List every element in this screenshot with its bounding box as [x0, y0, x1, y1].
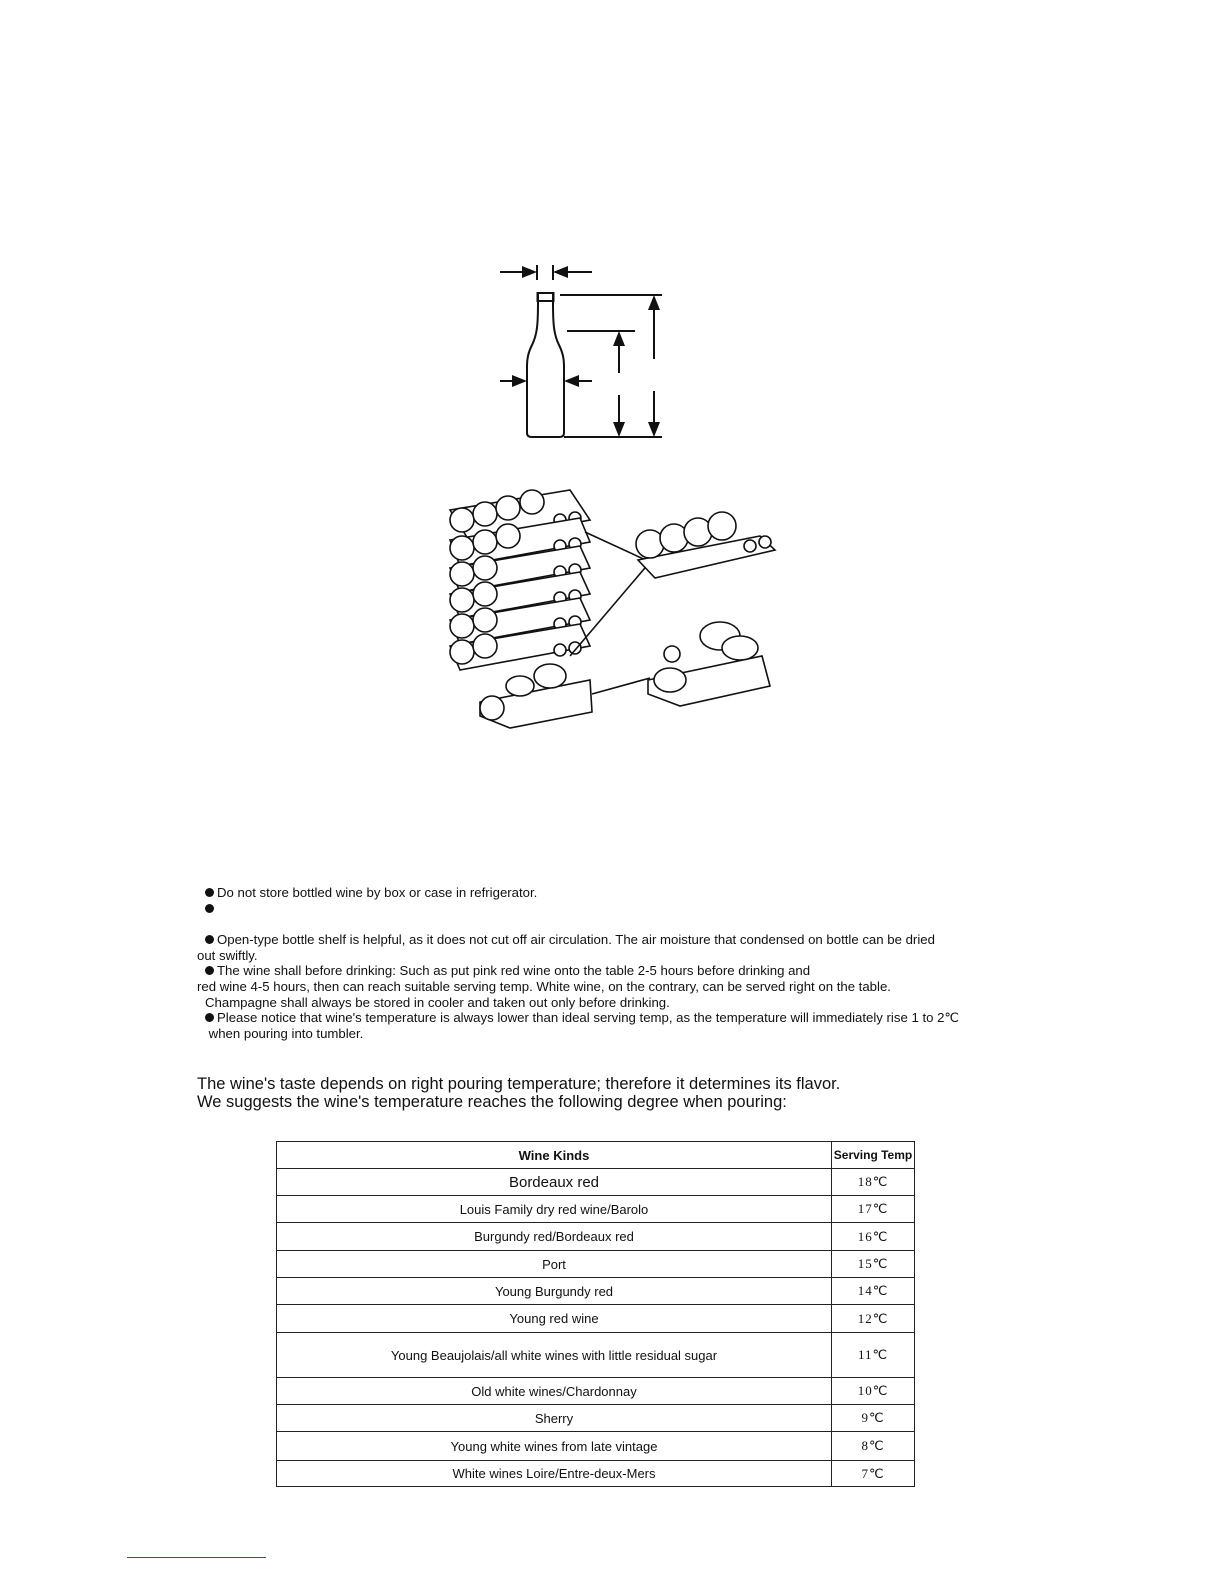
- tip-2: [205, 901, 1045, 917]
- table-row: [277, 1432, 915, 1461]
- column-header-wine-kinds: Wine Kinds: [277, 1142, 832, 1169]
- footer-underline: [127, 1557, 266, 1558]
- serving-temp-cell: 7℃: [832, 1461, 915, 1487]
- tip-1: Do not store bottled wine by box or case in refrigerator.: [205, 885, 1045, 901]
- table-row: [277, 1278, 915, 1305]
- wine-rack-illustration: [440, 480, 800, 740]
- serving-temp-cell: 10℃: [832, 1378, 915, 1405]
- tip-4-continued-2: Champagne shall always be stored in cooler and taken out only before drinking.: [205, 994, 670, 1010]
- wine-kind-cell: Sherry: [277, 1405, 832, 1432]
- table-row: [277, 1169, 915, 1196]
- wine-kind-cell: Young white wines from late vintage: [277, 1432, 832, 1461]
- table-row: [277, 1196, 915, 1223]
- bottle-dimension-diagram: [480, 255, 680, 445]
- wine-kind-cell: Young red wine: [277, 1305, 832, 1333]
- table-row: [277, 1378, 915, 1405]
- serving-temp-cell: 16℃: [832, 1223, 915, 1251]
- wine-kind-cell: Young Burgundy red: [277, 1278, 832, 1305]
- bullet-icon: [205, 966, 214, 975]
- table-row: [277, 1333, 915, 1378]
- serving-temp-cell: 15℃: [832, 1251, 915, 1278]
- storage-tips: [197, 885, 1045, 1041]
- tip-3: Open-type bottle shelf is helpful, as it does not cut off air circulation. The air moisture that condensed on bottle can be dried: [205, 932, 1045, 948]
- detached-basket: [648, 622, 770, 706]
- wine-kind-cell: Old white wines/Chardonnay: [277, 1378, 832, 1405]
- serving-temp-cell: 14℃: [832, 1278, 915, 1305]
- table-header-row: [277, 1142, 915, 1169]
- detached-shelf: [636, 512, 775, 578]
- intro-line-1: The wine's taste depends on right pouring temperature; therefore it determines its flavor.: [197, 1075, 841, 1093]
- wine-kind-cell: Young Beaujolais/all white wines with little residual sugar: [277, 1333, 832, 1378]
- intro-line-2: We suggests the wine's temperature reaches the following degree when pouring:: [197, 1093, 787, 1111]
- bullet-icon: [205, 888, 214, 897]
- bullet-icon: [205, 1013, 214, 1022]
- serving-temp-cell: 18℃: [832, 1169, 915, 1196]
- tip-3-continued: out swiftly.: [197, 947, 258, 963]
- bullet-icon: [205, 904, 214, 913]
- serving-temp-cell: 17℃: [832, 1196, 915, 1223]
- tip-5: Please notice that wine's temperature is always lower than ideal serving temp, as the temperature will immediately rise 1 to 2℃: [205, 1010, 1045, 1026]
- tip-5-continued: when pouring into tumbler.: [205, 1025, 364, 1041]
- serving-temperature-table: [276, 1141, 915, 1487]
- wine-kind-cell: Bordeaux red: [277, 1169, 832, 1196]
- serving-temp-cell: 9℃: [832, 1405, 915, 1432]
- wine-kind-cell: Port: [277, 1251, 832, 1278]
- table-row: [277, 1305, 915, 1333]
- column-header-serving-temp: Serving Temp: [832, 1142, 915, 1169]
- table-row: [277, 1405, 915, 1432]
- shelf-stack: [450, 490, 592, 728]
- serving-temp-cell: 8℃: [832, 1432, 915, 1461]
- serving-temp-cell: 11℃: [832, 1333, 915, 1378]
- tip-4: The wine shall before drinking: Such as put pink red wine onto the table 2-5 hours before drinking and: [205, 963, 1045, 979]
- wine-kind-cell: White wines Loire/Entre-deux-Mers: [277, 1461, 832, 1487]
- wine-kind-cell: Louis Family dry red wine/Barolo: [277, 1196, 832, 1223]
- tip-4-continued: red wine 4-5 hours, then can reach suitable serving temp. White wine, on the contrary, can be served right on the table.: [197, 978, 891, 994]
- serving-temp-intro: [197, 1075, 840, 1111]
- bullet-icon: [205, 935, 214, 944]
- serving-temp-cell: 12℃: [832, 1305, 915, 1333]
- table-row: [277, 1461, 915, 1487]
- table-row: [277, 1251, 915, 1278]
- wine-kind-cell: Burgundy red/Bordeaux red: [277, 1223, 832, 1251]
- table-row: [277, 1223, 915, 1251]
